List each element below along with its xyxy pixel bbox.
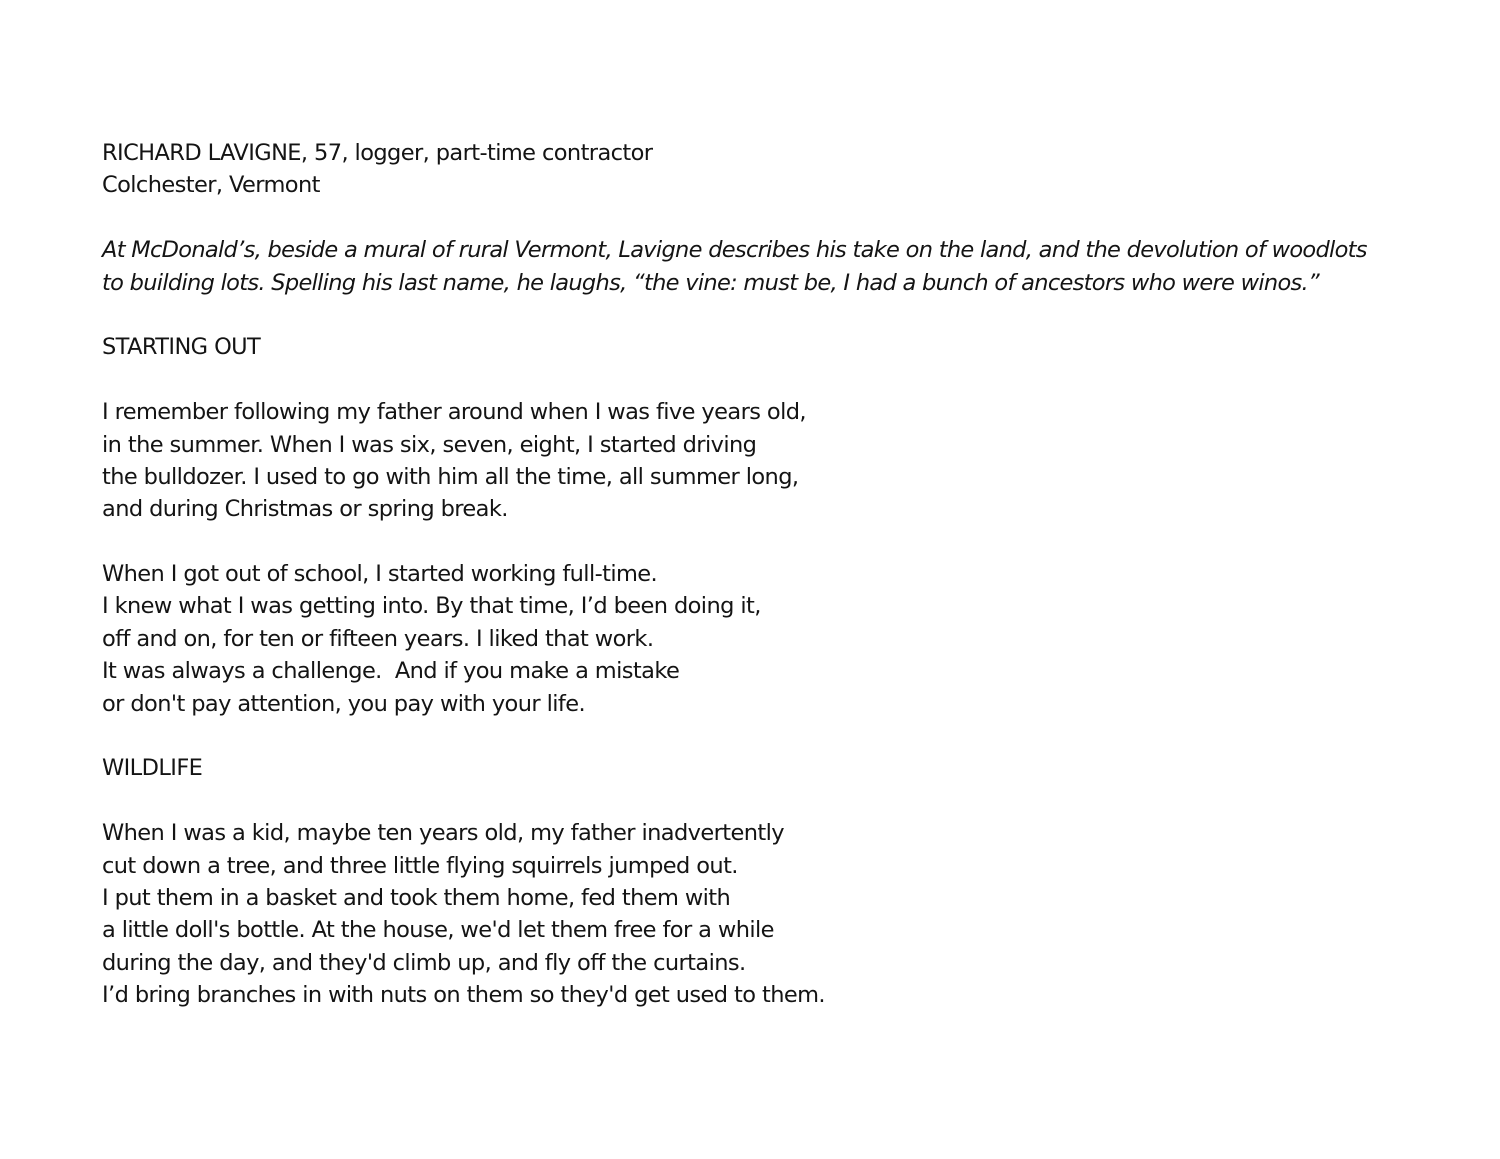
paragraph-line: and during Christmas or spring break. [102,496,508,523]
paragraph-line: When I got out of school, I started working full-time. [102,561,658,588]
paragraph-line: I put them in a basket and took them home, fed them with [102,884,731,911]
spacer [102,526,1422,558]
document-page [102,137,1422,1012]
intro-line: At McDonald’s, beside a mural of rural Vermont, Lavigne describes his take on the land, and the devolution of woodlots [102,237,1367,264]
intro-paragraph [102,234,1422,299]
subject-place-line: Colchester, Vermont [102,172,320,199]
paragraph-line: a little doll's bottle. At the house, we'd let them free for a while [102,917,774,944]
spacer [102,299,1422,331]
paragraph-line: off and on, for ten or fifteen years. I liked that work. [102,625,654,652]
paragraph-line: in the summer. When I was six, seven, eight, I started driving [102,431,757,458]
paragraph-line: during the day, and they'd climb up, and fly off the curtains. [102,949,746,976]
spacer [102,202,1422,234]
section-heading-starting-out: STARTING OUT [102,334,261,361]
paragraph-line: It was always a challenge. And if you make a mistake [102,658,680,685]
subject-name-line: RICHARD LAVIGNE, 57, logger, part-time contractor [102,140,653,166]
paragraph [102,396,1422,526]
paragraph-line: When I was a kid, maybe ten years old, my father inadvertently [102,820,784,847]
paragraph-line: I knew what I was getting into. By that time, I’d been doing it, [102,593,761,620]
spacer [102,364,1422,396]
paragraph-line: I’d bring branches in with nuts on them so they'd get used to them. [102,982,825,1009]
paragraph-line: cut down a tree, and three little flying squirrels jumped out. [102,852,738,879]
paragraph [102,817,1422,1011]
paragraph-line: I remember following my father around when I was five years old, [102,399,806,426]
paragraph-line: the bulldozer. I used to go with him all the time, all summer long, [102,463,799,490]
spacer [102,785,1422,817]
paragraph-line: or don't pay attention, you pay with your life. [102,690,585,717]
section-heading-wildlife: WILDLIFE [102,755,203,782]
paragraph [102,558,1422,720]
intro-line: to building lots. Spelling his last name, he laughs, “the vine: must be, I had a bunch of ancestors who were winos.” [102,269,1319,296]
spacer [102,720,1422,752]
